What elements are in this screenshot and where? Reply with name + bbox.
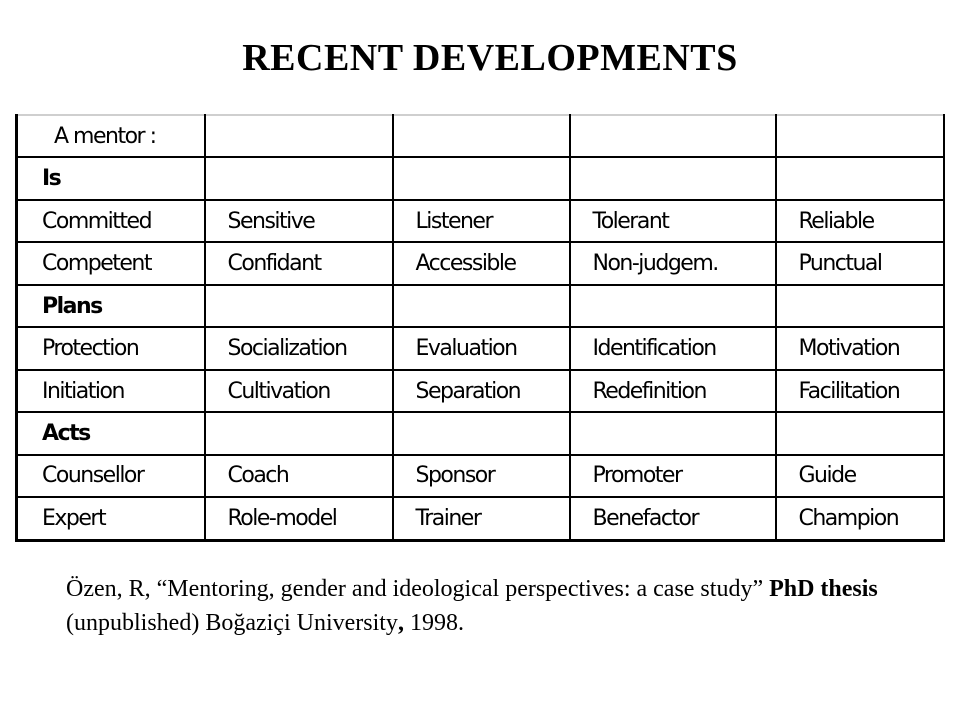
- citation-comma: ,: [397, 610, 404, 636]
- table-cell: [570, 115, 776, 157]
- table-row: [17, 327, 944, 369]
- table-row: [17, 370, 944, 412]
- table-cell: Champion: [776, 497, 944, 540]
- table-cell: Facilitation: [776, 370, 944, 412]
- citation-text: Özen, R, “Mentoring, gender and ideological perspectives: a case study”: [66, 576, 770, 602]
- table-cell: [205, 157, 393, 199]
- table-cell: Committed: [17, 200, 205, 242]
- table-section-row: [17, 285, 944, 327]
- table-cell: Counsellor: [17, 455, 205, 497]
- table-cell: [776, 285, 944, 327]
- table-cell: Accessible: [393, 242, 570, 284]
- table-cell: Sensitive: [205, 200, 393, 242]
- table-cell: Guide: [776, 455, 944, 497]
- table-cell: [393, 157, 570, 199]
- table-cell: Trainer: [393, 497, 570, 540]
- table-cell: [570, 157, 776, 199]
- table-cell: Punctual: [776, 242, 944, 284]
- table-cell: Separation: [393, 370, 570, 412]
- table-cell: [570, 285, 776, 327]
- table-cell: Benefactor: [570, 497, 776, 540]
- table-row: [17, 497, 944, 540]
- table-cell: [776, 412, 944, 454]
- table-cell: Motivation: [776, 327, 944, 369]
- table-cell: [776, 115, 944, 157]
- table-cell: Tolerant: [570, 200, 776, 242]
- section-label: Plans: [17, 285, 205, 327]
- table-cell: [570, 412, 776, 454]
- table-cell: Expert: [17, 497, 205, 540]
- section-label: Is: [17, 157, 205, 199]
- table-row: [17, 455, 944, 497]
- table-header-cell: A mentor :: [17, 115, 205, 157]
- table-cell: Promoter: [570, 455, 776, 497]
- table-cell: Initiation: [17, 370, 205, 412]
- table-row: [17, 242, 944, 284]
- table-cell: [393, 285, 570, 327]
- citation-year: 1998.: [403, 610, 464, 636]
- citation: [66, 572, 926, 640]
- table-cell: Listener: [393, 200, 570, 242]
- table-header-row: [17, 115, 944, 157]
- table-cell: Protection: [17, 327, 205, 369]
- table-cell: Evaluation: [393, 327, 570, 369]
- table-section-row: [17, 412, 944, 454]
- table-cell: [205, 412, 393, 454]
- table-cell: Identification: [570, 327, 776, 369]
- table-cell: Non-judgem.: [570, 242, 776, 284]
- table-section-row: [17, 157, 944, 199]
- mentor-table: [15, 114, 942, 542]
- table-cell: Cultivation: [205, 370, 393, 412]
- table-cell: [205, 115, 393, 157]
- table-cell: [393, 412, 570, 454]
- table-cell: Role-model: [205, 497, 393, 540]
- table-cell: Confidant: [205, 242, 393, 284]
- table-cell: [776, 157, 944, 199]
- citation-thesis-type: PhD thesis: [769, 576, 878, 602]
- table-cell: Competent: [17, 242, 205, 284]
- table-cell: [393, 115, 570, 157]
- table-cell: [205, 285, 393, 327]
- table-cell: Sponsor: [393, 455, 570, 497]
- table-cell: Coach: [205, 455, 393, 497]
- slide-title: RECENT DEVELOPMENTS: [242, 37, 738, 79]
- table-cell: Socialization: [205, 327, 393, 369]
- section-label: Acts: [17, 412, 205, 454]
- table-row: [17, 200, 944, 242]
- table-cell: Redefinition: [570, 370, 776, 412]
- citation-university: (unpublished) Boğaziçi University: [66, 610, 398, 636]
- table-cell: Reliable: [776, 200, 944, 242]
